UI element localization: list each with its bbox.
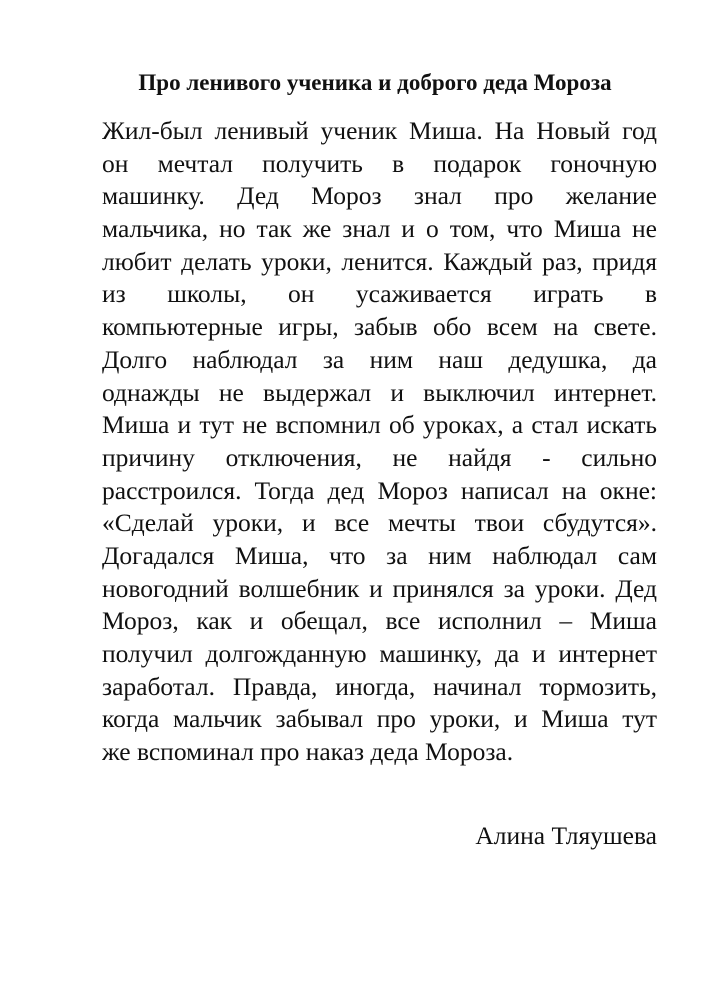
text-line-10: Миша и тут не вспомнил об уроках, а стал искать bbox=[102, 410, 657, 440]
text-line-8: Долго наблюдал за ним наш дедушка, да bbox=[102, 344, 657, 374]
text-line-5: любит делать уроки, ленится. Каждый раз, придя bbox=[102, 246, 657, 276]
text-line-12: расстроился. Тогда дед Мороз написал на окне: bbox=[102, 475, 657, 505]
text-line-2: он мечтал получить в подарок гоночную bbox=[102, 148, 657, 178]
story-title: Про ленивого ученика и доброго деда Мороза bbox=[138, 70, 612, 95]
text-line-17: получил долгожданную машинку, да и интернет bbox=[102, 639, 657, 668]
text-line-19: когда мальчик забывал про уроки, и Миша тут bbox=[102, 704, 657, 734]
text-line-13: «Сделай уроки, и все мечты твои сбудутся». bbox=[102, 508, 657, 538]
story-body bbox=[102, 115, 657, 769]
text-line-15: новогодний волшебник и принялся за уроки. Дед bbox=[102, 573, 657, 603]
text-line-4: мальчика, но так же знал и о том, что Миша не bbox=[102, 214, 657, 244]
text-line-11: причину отключения, не найдя - сильно bbox=[102, 442, 657, 472]
text-line-20: же вспоминал про наказ деда Мороза. bbox=[102, 737, 514, 767]
text-line-3: машинку. Дед Мороз знал про желание bbox=[102, 181, 657, 211]
text-line-14: Догадался Миша, что за ним наблюдал сам bbox=[102, 540, 657, 570]
text-line-1: Жил-был ленивый ученик Миша. На Новый год bbox=[102, 116, 657, 145]
text-line-9: однажды не выдержал и выключил интернет. bbox=[102, 377, 657, 407]
text-line-18: заработал. Правда, иногда, начинал тормозить, bbox=[102, 671, 657, 701]
text-line-16: Мороз, как и обещал, все исполнил – Миша bbox=[102, 606, 657, 636]
text-line-6: из школы, он усаживается играть в bbox=[102, 279, 657, 309]
author-signature: Алина Тляушева bbox=[475, 821, 657, 850]
text-line-7: компьютерные игры, забыв обо всем на свете. bbox=[102, 312, 657, 342]
